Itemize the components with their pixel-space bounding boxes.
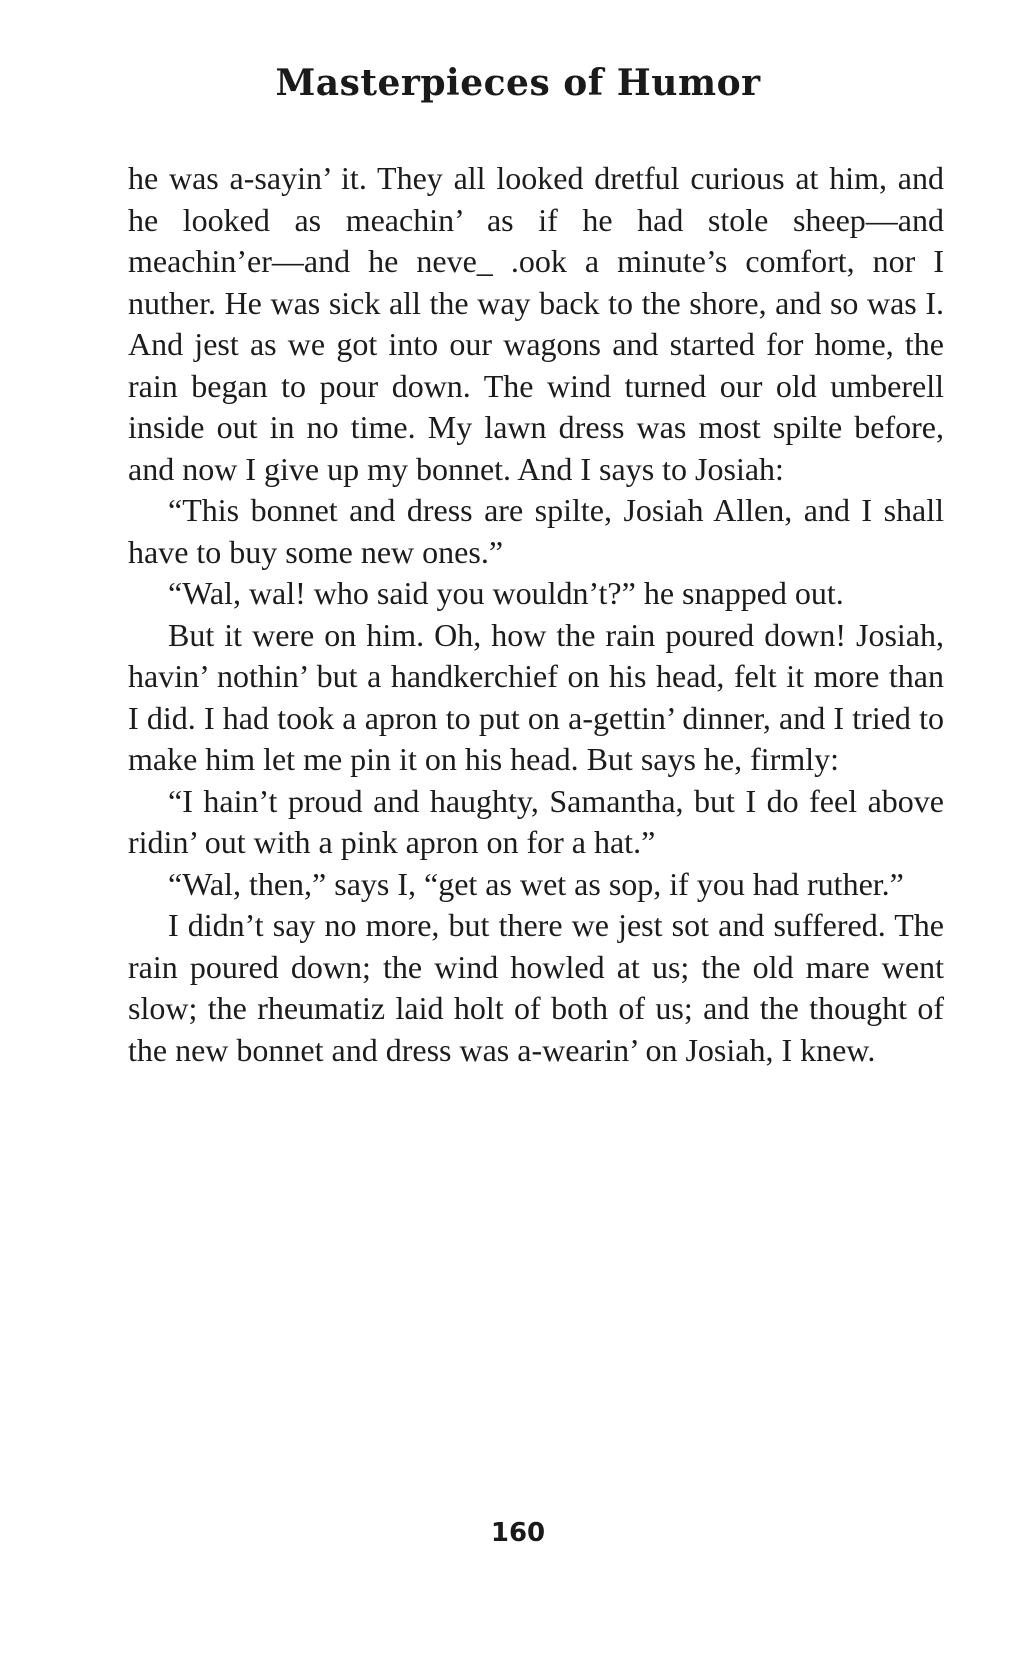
paragraph: “Wal, then,” says I, “get as wet as sop, if you had ruther.”	[168, 865, 904, 902]
paragraph: “This bonnet and dress are spilte, Josiah Allen, and I shall have to buy some new ones.”	[128, 492, 944, 570]
paragraph: “Wal, wal! who said you wouldn’t?” he snapped out.	[168, 575, 844, 611]
paragraph: But it were on him. Oh, how the rain poured down! Josiah, havin’ nothin’ but a handkerchief on his head, felt it more than I did. I had took a apron to put on a-gettin’ dinner, and I tried to make him let me pin it on his head. But says he, firmly:	[128, 616, 944, 777]
running-title: Masterpieces of Humor	[275, 62, 761, 104]
paragraph-continued: he was a-sayin’ it. They all looked dretful curious at him, and he looked as meachin’ as if he had stole sheep—and meachin’er—and he neve_ .ook a minute’s comfort, nor I nuther. He was sick all the way back to the shore, and so was I. And jest as we got into our wagons and started for home, the rain began to pour down. The wind turned our old umberell inside out in no time. My lawn dress was most spilte before, and now I give up my bonnet. And I says to Josiah:	[128, 160, 944, 487]
paragraph: “I hain’t proud and haughty, Samantha, but I do feel above ridin’ out with a pink apron on for a hat.”	[128, 782, 944, 860]
page-number: 160	[490, 1518, 546, 1548]
paragraph: I didn’t say no more, but there we jest sot and suffered. The rain poured down; the wind howled at us; the old mare went slow; the rheumatiz laid holt of both of us; and the thought of the new bonnet and dress was a-wearin’ on Josiah, I knew.	[128, 907, 944, 1068]
body-text	[128, 158, 944, 1071]
